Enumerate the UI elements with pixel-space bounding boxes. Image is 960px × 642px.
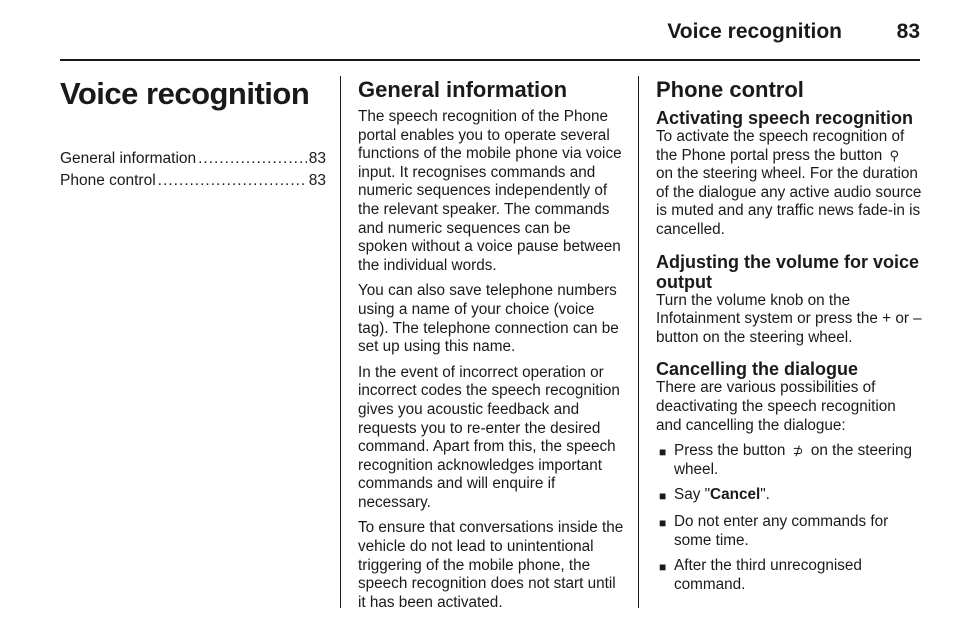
general-information-section	[358, 76, 624, 619]
list-item	[656, 513, 922, 550]
voice-command-icon: ⚲	[889, 147, 899, 163]
general-paragraph-4: To ensure that conversations inside the vehicle do not lead to unintentional triggering of the mobile phone, the speech recognition does not start until it has been activated.	[358, 519, 624, 611]
header-rule	[60, 59, 920, 61]
list-item	[656, 442, 922, 479]
toc-entry-general-information[interactable]	[60, 148, 326, 170]
toc-leader-dots	[198, 148, 307, 170]
general-paragraph-2: You can also save telephone numbers using a name of your choice (voice tag). The telephone connection can be set up using this name.	[358, 282, 619, 356]
phone-control-heading: Phone control	[656, 77, 804, 102]
list-item	[656, 557, 922, 594]
bullet-mark: ■	[659, 489, 667, 504]
chapter-toc	[60, 148, 326, 192]
list-item	[656, 486, 922, 506]
bullet-text	[674, 486, 922, 506]
activating-text-after: on the steering wheel. For the duration of the dialogue any active audio source is muted and any traffic news fade-in is cancelled.	[656, 165, 922, 238]
bullet-text: Do not enter any commands for some time.	[674, 512, 889, 549]
cancelling-dialogue-heading: Cancelling the dialogue	[656, 359, 859, 380]
running-head-title: Voice recognition	[667, 20, 842, 43]
say-suffix: ".	[760, 486, 770, 504]
voice-cancel-icon: ⊅	[792, 443, 804, 459]
toc-leader-dots	[158, 170, 307, 192]
general-paragraph-3: In the event of incorrect operation or incorrect codes the speech recognition gives you acoustic feedback and requests you to re-enter the desired command. Apart from this, the speech recognition acknowledges important commands and will enquire if necessary.	[358, 363, 620, 511]
bullet-text	[674, 442, 922, 479]
bullet-text-before: Press the button	[674, 442, 786, 460]
cancelling-intro: There are various possibilities of deactivating the speech recognition and cancelling the dialogue:	[656, 379, 896, 434]
chapter-title: Voice recognition	[60, 76, 310, 111]
bullet-mark: ■	[659, 445, 667, 460]
toc-entry-phone-control[interactable]	[60, 170, 326, 192]
chapter-column	[60, 76, 326, 192]
bullet-text: After the third unrecognised command.	[674, 557, 862, 593]
page-number: 83	[896, 20, 920, 43]
say-prefix: Say "	[674, 486, 711, 504]
phone-control-section	[656, 76, 922, 601]
adjusting-volume-heading: Adjusting the volume for voice output	[656, 251, 920, 292]
column-divider-2	[638, 76, 639, 608]
general-paragraph-1: The speech recognition of the Phone portal enables you to operate several functions of the mobile phone via voice input. It recognises commands and numeric sequences independently of the relevant speaker. The commands and numeric sequences can be spoken without a voice pause between the individual words.	[358, 108, 622, 274]
activating-paragraph	[656, 128, 922, 240]
toc-entry-text: General information	[60, 150, 197, 167]
bullet-mark: ■	[659, 515, 667, 530]
toc-entry-text: Phone control	[60, 172, 156, 189]
cancel-command: Cancel	[710, 486, 761, 504]
activating-text-before: To activate the speech recognition of the Phone portal press the button	[656, 128, 905, 164]
activating-speech-recognition-heading: Activating speech recognition	[656, 108, 914, 128]
volume-paragraph: Turn the volume knob on the Infotainment system or press the + or – button on the steering wheel.	[656, 291, 922, 346]
toc-entry-page: 83	[308, 172, 326, 189]
column-divider-1	[340, 76, 341, 608]
bullet-text-after: on the steering wheel.	[674, 442, 913, 478]
general-information-heading: General information	[358, 77, 568, 102]
bullet-mark: ■	[659, 560, 667, 575]
toc-entry-page: 83	[308, 150, 326, 167]
running-head	[60, 20, 920, 46]
